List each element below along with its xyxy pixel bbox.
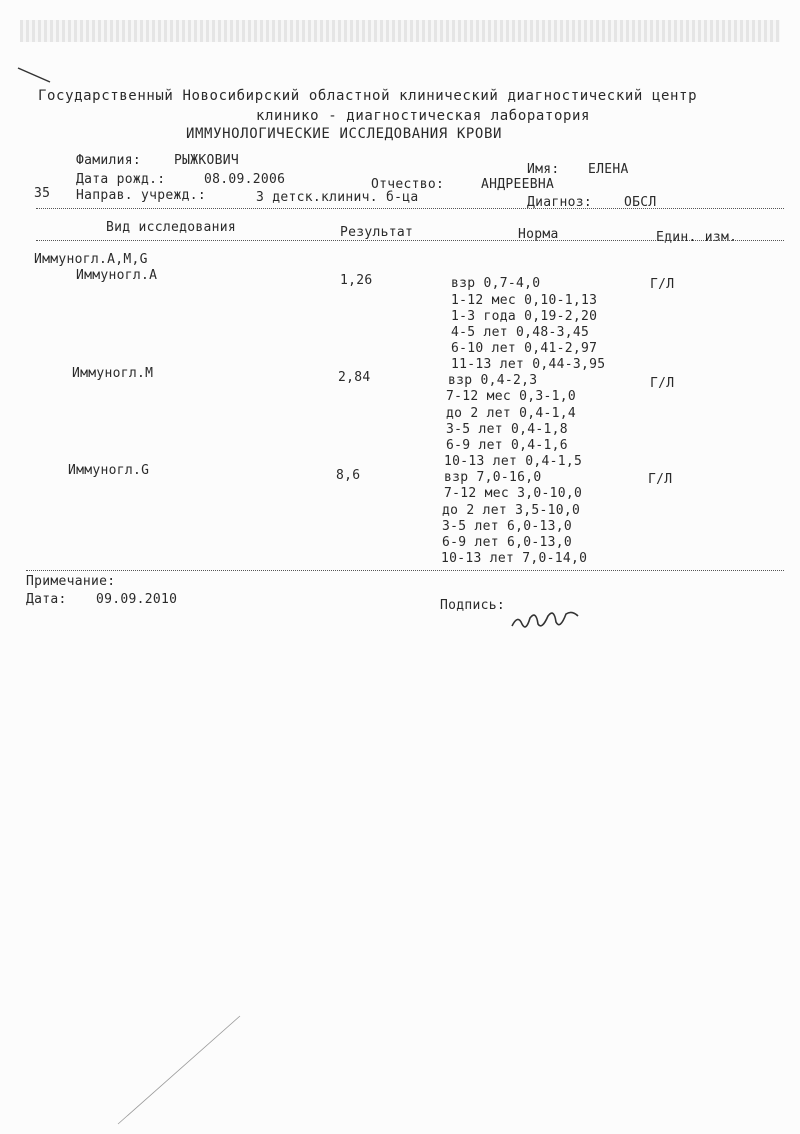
test-name: Иммуногл.G [68, 463, 150, 478]
patronymic-label: Отчество: [371, 177, 445, 192]
col-header-norm: Норма [518, 227, 559, 242]
name-value: ЕЛЕНА [588, 162, 629, 177]
signature-mark [508, 606, 584, 632]
norm-line: 10-13 лет 7,0-14,0 [441, 551, 588, 566]
signature-label: Подпись: [440, 598, 506, 613]
norm-line: 6-9 лет 0,4-1,6 [446, 438, 568, 453]
col-header-unit: Един. изм. [656, 230, 738, 245]
test-name: Иммуногл.М [72, 366, 154, 381]
divider-top [36, 208, 784, 209]
norm-line: взр 7,0-16,0 [444, 470, 542, 485]
norm-line: 10-13 лет 0,4-1,5 [444, 454, 583, 469]
norm-line: до 2 лет 0,4-1,4 [446, 406, 577, 421]
test-result: 2,84 [338, 370, 371, 385]
surname-value: РЫЖКОВИЧ [174, 153, 240, 168]
col-header-test: Вид исследования [106, 220, 237, 235]
date-label: Дата: [26, 592, 67, 607]
norm-line: 7-12 мес 3,0-10,0 [444, 486, 583, 501]
referral-value: 3 детск.клинич. б-ца [256, 190, 419, 205]
record-number: 35 [34, 186, 51, 201]
norm-line: до 2 лет 3,5-10,0 [442, 503, 581, 518]
norm-line: 3-5 лет 6,0-13,0 [442, 519, 573, 534]
dob-label: Дата рожд.: [76, 172, 166, 187]
diagnosis-label: Диагноз: [527, 195, 593, 210]
norm-line: 6-9 лет 6,0-13,0 [442, 535, 573, 550]
diagnosis-value: ОБСЛ [624, 195, 657, 210]
norm-line: 11-13 лет 0,44-3,95 [451, 357, 606, 372]
lab-name: клинико - диагностическая лаборатория [256, 108, 591, 124]
note-label: Примечание: [26, 574, 116, 589]
norm-line: 6-10 лет 0,41-2,97 [451, 341, 598, 356]
surname-label: Фамилия: [76, 153, 142, 168]
test-result: 1,26 [340, 273, 373, 288]
scan-artifact-top [20, 20, 780, 42]
patronymic-value: АНДРЕЕВНА [481, 177, 555, 192]
norm-line: 1-3 года 0,19-2,20 [451, 309, 598, 324]
scan-artifact-stroke [110, 1010, 250, 1130]
name-label: Имя: [527, 162, 560, 177]
corner-mark [16, 62, 56, 86]
test-result: 8,6 [336, 468, 361, 483]
test-group-title: Иммуногл.А,М,G [34, 252, 148, 267]
test-name: Иммуногл.А [76, 268, 158, 283]
divider-bottom [26, 570, 784, 571]
date-value: 09.09.2010 [96, 592, 178, 607]
norm-line: взр 0,4-2,3 [448, 373, 538, 388]
col-header-result: Результат [340, 225, 414, 240]
center-name: Государственный Новосибирский областной клинический диагностический центр [38, 88, 698, 104]
norm-line: 3-5 лет 0,4-1,8 [446, 422, 568, 437]
test-unit: Г/Л [648, 472, 673, 487]
norm-line: 4-5 лет 0,48-3,45 [451, 325, 590, 340]
norm-line: взр 0,7-4,0 [451, 276, 541, 291]
norm-line: 1-12 мес 0,10-1,13 [451, 293, 598, 308]
test-unit: Г/Л [650, 376, 675, 391]
page-title: ИММУНОЛОГИЧЕСКИЕ ИССЛЕДОВАНИЯ КРОВИ [186, 126, 503, 142]
dob-value: 08.09.2006 [204, 172, 286, 187]
referral-label: Направ. учрежд.: [76, 188, 207, 203]
norm-line: 7-12 мес 0,3-1,0 [446, 389, 577, 404]
test-unit: Г/Л [650, 277, 675, 292]
divider-header [36, 240, 784, 241]
